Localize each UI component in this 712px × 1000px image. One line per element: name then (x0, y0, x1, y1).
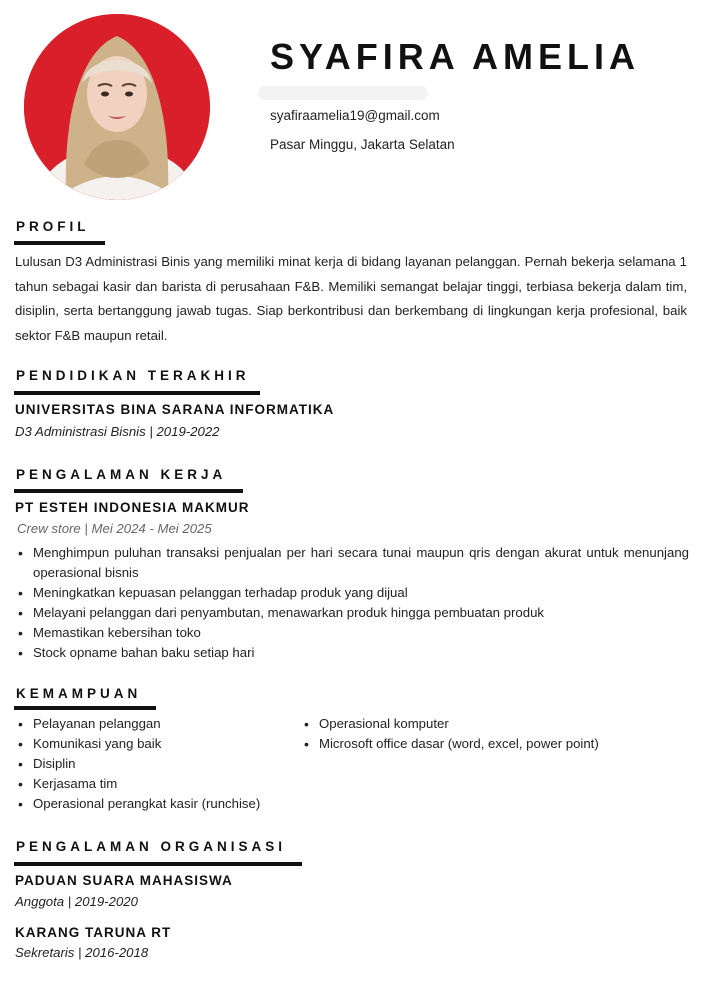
list-item: • Stock opname bahan baku setiap hari (17, 643, 689, 663)
list-item: • Microsoft office dasar (word, excel, power point) (303, 734, 683, 754)
redacted-phone (258, 86, 428, 100)
section-title-pengalaman-kerja: PENGALAMAN KERJA (16, 467, 227, 482)
education-detail: D3 Administrasi Bisnis | 2019-2022 (15, 424, 220, 439)
profile-photo (24, 14, 210, 200)
section-title-kemampuan: KEMAMPUAN (16, 686, 142, 701)
list-item: • Operasional komputer (303, 714, 683, 734)
list-item: • Kerjasama tim (17, 774, 297, 794)
experience-duties (17, 543, 689, 663)
list-item: • Memastikan kebersihan toko (17, 623, 689, 643)
education-school: UNIVERSITAS BINA SARANA INFORMATIKA (15, 402, 335, 417)
section-title-pengalaman-organisasi: PENGALAMAN ORGANISASI (16, 839, 287, 854)
portrait-illustration (24, 14, 210, 200)
section-title-profil: PROFIL (16, 219, 90, 234)
profile-summary: Lulusan D3 Administrasi Binis yang memiliki minat kerja di bidang layanan pelanggan. Pernah bekerja selamana 1 tahun sebagai kasir dan barista di perusahaan F&B. Memiliki semangat belajar tinggi, terbiasa bekerja dalam tim, disiplin, serta bertanggung jawab tugas. Siap berkontribusi dan berkembang di lingkungan kerja profesional, baik sektor F&B maupun retail. (15, 254, 687, 343)
section-title-pendidikan: PENDIDIKAN TERAKHIR (16, 368, 250, 383)
skills-list-right (303, 714, 683, 754)
email-text: syafiraamelia19@gmail.com (270, 108, 440, 123)
address-text: Pasar Minggu, Jakarta Selatan (270, 137, 455, 152)
experience-role: Crew store | Mei 2024 - Mei 2025 (17, 521, 212, 536)
skills-list-left (17, 714, 297, 814)
list-item: • Melayani pelanggan dari penyambutan, menawarkan produk hingga pembuatan produk (17, 603, 689, 623)
candidate-name: SYAFIRA AMELIA (270, 36, 641, 77)
section-rule-pengalaman-organisasi (14, 862, 302, 866)
organization-detail: Anggota | 2019-2020 (15, 894, 138, 909)
section-rule-pendidikan (14, 391, 260, 395)
organization-detail: Sekretaris | 2016-2018 (15, 945, 149, 960)
experience-company: PT ESTEH INDONESIA MAKMUR (15, 500, 250, 515)
organization-name: PADUAN SUARA MAHASISWA (15, 873, 233, 888)
list-item: • Menghimpun puluhan transaksi penjualan per hari secara tunai maupun qris dengan akurat untuk menunjang operasional bisnis (17, 543, 689, 583)
list-item: • Meningkatkan kepuasan pelanggan terhadap produk yang dijual (17, 583, 689, 603)
list-item: • Komunikasi yang baik (17, 734, 297, 754)
list-item: • Operasional perangkat kasir (runchise) (17, 794, 297, 814)
organization-name: KARANG TARUNA RT (15, 925, 172, 940)
section-rule-kemampuan (14, 706, 156, 710)
list-item: • Disiplin (17, 754, 297, 774)
section-rule-pengalaman-kerja (14, 489, 243, 493)
section-rule-profil (14, 241, 105, 245)
list-item: • Pelayanan pelanggan (17, 714, 297, 734)
